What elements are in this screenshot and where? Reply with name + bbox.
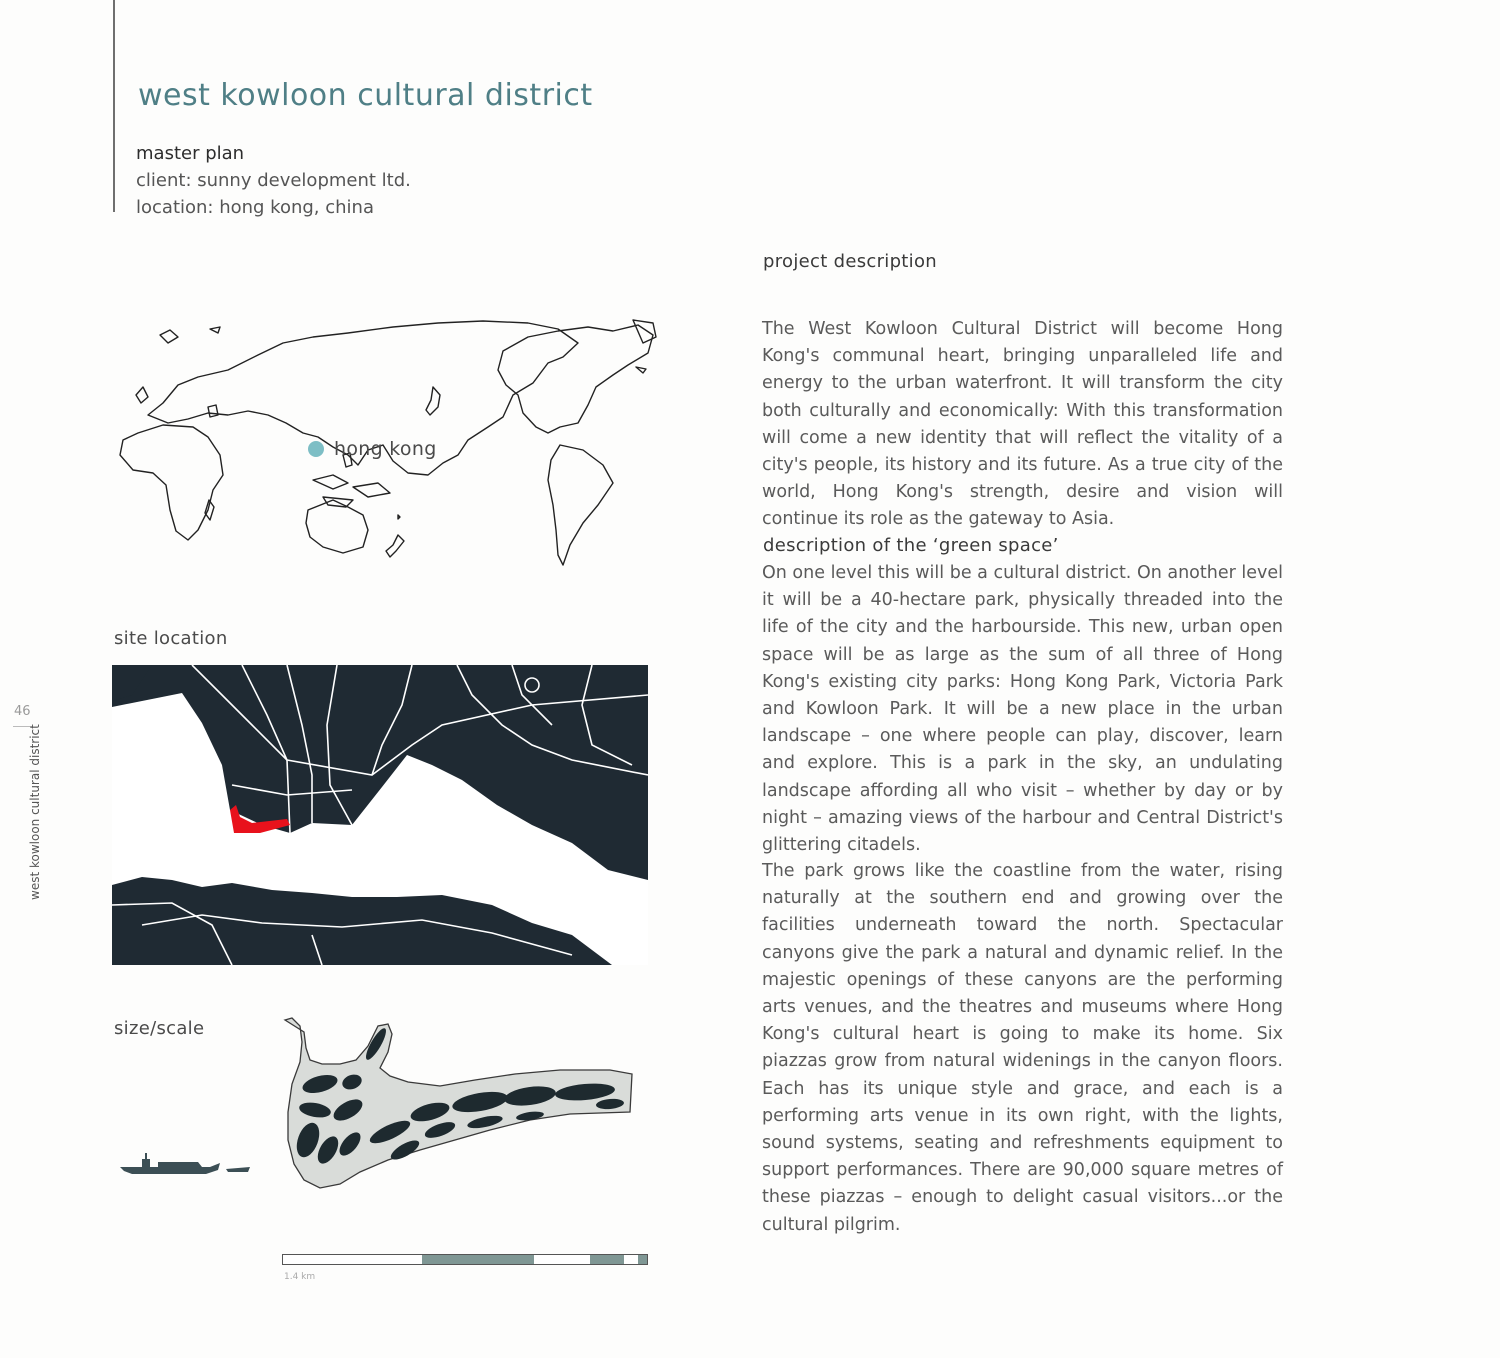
project-location: location: hong kong, china xyxy=(136,197,374,218)
page-title: west kowloon cultural district xyxy=(138,78,593,113)
world-map-label: hong kong xyxy=(334,438,437,460)
site-location-label: site location xyxy=(114,628,228,649)
size-scale-label: size/scale xyxy=(114,1018,205,1039)
park-description-text: The park grows like the coastline from the water, rising naturally at the southern end and growing over the facilities underneath toward the north. Spectacular canyons give the park a natural and dynamic relief. In the majestic openings of these canyons are the performing arts venues, and the theatres and museums where Hong Kong's cultural heart is going to make its home. Six piazzas grow from natural widenings in the canyon floors. Each has its unique style and grace, and each is a performing arts venue in its own right, with the lights, sound systems, seating and refreshments equipment to support performances. There are 90,000 square metres of these piazzas – enough to delight casual visitors...or the cultural pilgrim. xyxy=(762,861,1283,1235)
project-meta xyxy=(136,140,411,221)
page-number: 46 xyxy=(14,704,31,719)
running-title: west kowloon cultural district xyxy=(28,724,42,900)
green-space-text: On one level this will be a cultural district. On another level it will be a 40-hectare park, physically threaded into the life of the city and the harbourside. This new, urban open space will be as large as the sum of all three of Hong Kong's existing city parks: Hong Kong Park, Victoria Park and Kowloon Park. It will be a new place in the urban landscape – one where people can play, discover, learn and explore. This is a park in the sky, an undulating landscape affording all who visit – whether by day or by night – amazing views of the harbour and Central District's glittering citadels. xyxy=(762,563,1283,856)
site-plan xyxy=(280,1012,640,1197)
project-description-heading: project description xyxy=(763,251,937,272)
scale-bar xyxy=(282,1252,650,1268)
header-rule xyxy=(113,0,115,212)
ship-silhouette xyxy=(118,1150,253,1180)
site-location-map xyxy=(112,665,648,965)
project-subtitle: master plan xyxy=(136,143,245,164)
scale-bar-caption: 1.4 km xyxy=(284,1272,316,1282)
project-client: client: sunny development ltd. xyxy=(136,170,411,191)
project-description-text: The West Kowloon Cultural District will become Hong Kong's communal heart, bringing unparalleled life and energy to the urban waterfront. It will transform the city both culturally and economically: With this transformation will come a new identity that will reflect the vitality of a city's people, its history and its future. As a true city of the world, Hong Kong's strength, desire and vision will continue its role as the gateway to Asia. xyxy=(762,319,1283,530)
green-space-heading: description of the ‘green space’ xyxy=(763,535,1059,556)
hong-kong-marker xyxy=(308,441,324,457)
